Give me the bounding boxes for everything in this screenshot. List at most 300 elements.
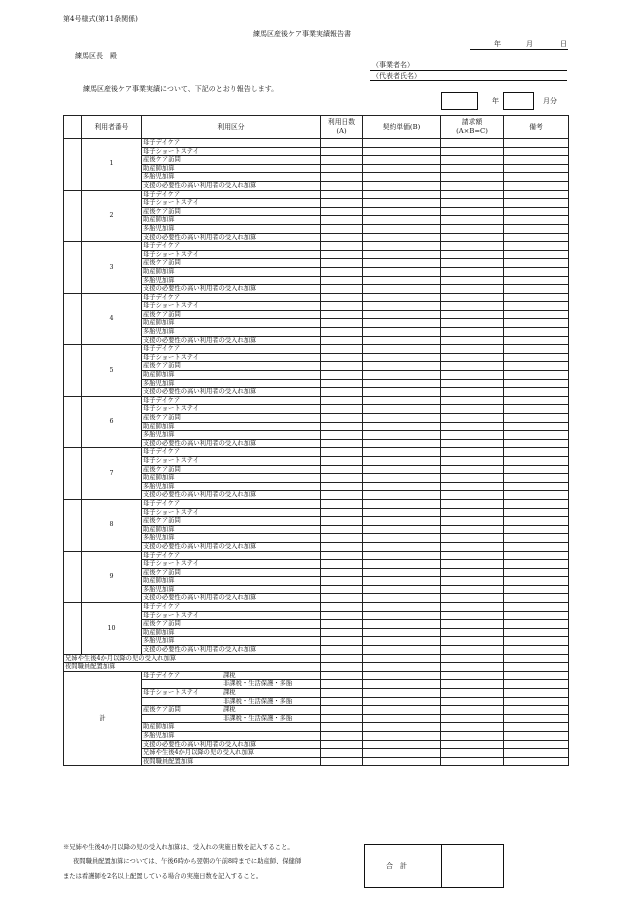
total-unit-price-input[interactable]	[363, 706, 441, 715]
unit-price-input[interactable]	[363, 388, 441, 397]
amount-input[interactable]	[441, 405, 504, 414]
days-input[interactable]	[321, 422, 363, 431]
days-input[interactable]	[321, 456, 363, 465]
days-input[interactable]	[321, 207, 363, 216]
unit-price-input[interactable]	[363, 637, 441, 646]
days-input[interactable]	[321, 345, 363, 354]
days-input[interactable]	[321, 585, 363, 594]
remarks-input[interactable]	[504, 431, 569, 440]
amount-input[interactable]	[441, 181, 504, 190]
amount-input[interactable]	[441, 250, 504, 259]
days-input[interactable]	[321, 267, 363, 276]
days-input[interactable]	[321, 388, 363, 397]
amount-input[interactable]	[441, 637, 504, 646]
total-amount-input[interactable]	[441, 706, 504, 715]
unit-price-input[interactable]	[363, 594, 441, 603]
amount-input[interactable]	[441, 371, 504, 380]
unit-price-input[interactable]	[363, 396, 441, 405]
unit-price-input[interactable]	[363, 654, 441, 663]
amount-input[interactable]	[441, 577, 504, 586]
remarks-input[interactable]	[504, 577, 569, 586]
remarks-input[interactable]	[504, 663, 569, 672]
total-remarks-input[interactable]	[504, 731, 569, 740]
unit-price-input[interactable]	[363, 568, 441, 577]
days-input[interactable]	[321, 156, 363, 165]
amount-input[interactable]	[441, 654, 504, 663]
amount-input[interactable]	[441, 594, 504, 603]
days-input[interactable]	[321, 276, 363, 285]
remarks-input[interactable]	[504, 164, 569, 173]
remarks-input[interactable]	[504, 293, 569, 302]
amount-input[interactable]	[441, 474, 504, 483]
unit-price-input[interactable]	[363, 164, 441, 173]
remarks-input[interactable]	[504, 310, 569, 319]
remarks-input[interactable]	[504, 207, 569, 216]
amount-input[interactable]	[441, 285, 504, 294]
period-year-input[interactable]	[441, 92, 478, 110]
total-unit-price-input[interactable]	[363, 757, 441, 766]
total-row	[64, 671, 569, 680]
amount-input[interactable]	[441, 139, 504, 148]
days-input[interactable]	[321, 259, 363, 268]
remarks-input[interactable]	[504, 353, 569, 362]
total-amount-input[interactable]	[441, 714, 504, 723]
remarks-input[interactable]	[504, 345, 569, 354]
unit-price-input[interactable]	[363, 611, 441, 620]
amount-input[interactable]	[441, 568, 504, 577]
remarks-input[interactable]	[504, 328, 569, 337]
unit-price-input[interactable]	[363, 267, 441, 276]
remarks-input[interactable]	[504, 499, 569, 508]
total-amount-input[interactable]	[441, 740, 504, 749]
amount-input[interactable]	[441, 551, 504, 560]
remarks-input[interactable]	[504, 474, 569, 483]
total-unit-price-input[interactable]	[363, 723, 441, 732]
total-days-input[interactable]	[321, 714, 363, 723]
amount-input[interactable]	[441, 267, 504, 276]
unit-price-input[interactable]	[363, 319, 441, 328]
total-unit-price-input[interactable]	[363, 671, 441, 680]
remarks-input[interactable]	[504, 267, 569, 276]
amount-input[interactable]	[441, 319, 504, 328]
remarks-input[interactable]	[504, 654, 569, 663]
total-days-input[interactable]	[321, 697, 363, 706]
unit-price-input[interactable]	[363, 379, 441, 388]
days-input[interactable]	[321, 525, 363, 534]
total-unit-price-input[interactable]	[363, 714, 441, 723]
unit-price-input[interactable]	[363, 242, 441, 251]
days-input[interactable]	[321, 371, 363, 380]
amount-input[interactable]	[441, 663, 504, 672]
amount-input[interactable]	[441, 508, 504, 517]
days-input[interactable]	[321, 577, 363, 586]
amount-input[interactable]	[441, 491, 504, 500]
remarks-input[interactable]	[504, 525, 569, 534]
days-input[interactable]	[321, 620, 363, 629]
unit-price-input[interactable]	[363, 190, 441, 199]
amount-input[interactable]	[441, 310, 504, 319]
unit-price-input[interactable]	[363, 482, 441, 491]
remarks-input[interactable]	[504, 259, 569, 268]
days-input[interactable]	[321, 439, 363, 448]
days-input[interactable]	[321, 594, 363, 603]
remarks-input[interactable]	[504, 388, 569, 397]
remarks-input[interactable]	[504, 362, 569, 371]
remarks-input[interactable]	[504, 224, 569, 233]
remarks-input[interactable]	[504, 242, 569, 251]
amount-input[interactable]	[441, 542, 504, 551]
unit-price-input[interactable]	[363, 542, 441, 551]
days-input[interactable]	[321, 517, 363, 526]
unit-price-input[interactable]	[363, 302, 441, 311]
days-input[interactable]	[321, 302, 363, 311]
days-input[interactable]	[321, 568, 363, 577]
days-input[interactable]	[321, 379, 363, 388]
unit-price-input[interactable]	[363, 259, 441, 268]
days-input[interactable]	[321, 465, 363, 474]
total-days-input[interactable]	[321, 680, 363, 689]
total-unit-price-input[interactable]	[363, 740, 441, 749]
amount-input[interactable]	[441, 611, 504, 620]
amount-input[interactable]	[441, 207, 504, 216]
amount-input[interactable]	[441, 336, 504, 345]
days-input[interactable]	[321, 654, 363, 663]
unit-price-input[interactable]	[363, 465, 441, 474]
days-input[interactable]	[321, 637, 363, 646]
remarks-input[interactable]	[504, 190, 569, 199]
unit-price-input[interactable]	[363, 207, 441, 216]
unit-price-input[interactable]	[363, 422, 441, 431]
days-input[interactable]	[321, 474, 363, 483]
remarks-input[interactable]	[504, 396, 569, 405]
remarks-input[interactable]	[504, 637, 569, 646]
total-remarks-input[interactable]	[504, 680, 569, 689]
total-amount-input[interactable]	[441, 680, 504, 689]
remarks-input[interactable]	[504, 620, 569, 629]
amount-input[interactable]	[441, 147, 504, 156]
days-input[interactable]	[321, 628, 363, 637]
days-input[interactable]	[321, 310, 363, 319]
total-unit-price-input[interactable]	[363, 697, 441, 706]
days-input[interactable]	[321, 542, 363, 551]
days-input[interactable]	[321, 534, 363, 543]
total-amount-input[interactable]	[441, 723, 504, 732]
amount-input[interactable]	[441, 482, 504, 491]
days-input[interactable]	[321, 603, 363, 612]
days-input[interactable]	[321, 293, 363, 302]
total-days-input[interactable]	[321, 671, 363, 680]
days-input[interactable]	[321, 353, 363, 362]
amount-input[interactable]	[441, 293, 504, 302]
days-input[interactable]	[321, 431, 363, 440]
amount-input[interactable]	[441, 422, 504, 431]
remarks-input[interactable]	[504, 491, 569, 500]
remarks-input[interactable]	[504, 439, 569, 448]
amount-input[interactable]	[441, 156, 504, 165]
days-input[interactable]	[321, 646, 363, 655]
days-input[interactable]	[321, 491, 363, 500]
remarks-input[interactable]	[504, 414, 569, 423]
total-category-short-stay	[142, 689, 321, 698]
remarks-input[interactable]	[504, 371, 569, 380]
total-remarks-input[interactable]	[504, 697, 569, 706]
unit-price-input[interactable]	[363, 328, 441, 337]
unit-price-input[interactable]	[363, 353, 441, 362]
amount-input[interactable]	[441, 345, 504, 354]
unit-price-input[interactable]	[363, 250, 441, 259]
total-days-input[interactable]	[321, 740, 363, 749]
days-input[interactable]	[321, 147, 363, 156]
amount-input[interactable]	[441, 173, 504, 182]
days-input[interactable]	[321, 242, 363, 251]
remarks-input[interactable]	[504, 147, 569, 156]
remarks-input[interactable]	[504, 568, 569, 577]
remarks-input[interactable]	[504, 233, 569, 242]
remarks-input[interactable]	[504, 508, 569, 517]
unit-price-input[interactable]	[363, 276, 441, 285]
amount-input[interactable]	[441, 362, 504, 371]
remarks-input[interactable]	[504, 534, 569, 543]
unit-price-input[interactable]	[363, 603, 441, 612]
amount-input[interactable]	[441, 379, 504, 388]
days-input[interactable]	[321, 233, 363, 242]
unit-price-input[interactable]	[363, 147, 441, 156]
remarks-input[interactable]	[504, 216, 569, 225]
amount-input[interactable]	[441, 224, 504, 233]
unit-price-input[interactable]	[363, 456, 441, 465]
unit-price-input[interactable]	[363, 233, 441, 242]
days-input[interactable]	[321, 250, 363, 259]
amount-input[interactable]	[441, 603, 504, 612]
amount-input[interactable]	[441, 620, 504, 629]
period-month-input[interactable]	[503, 92, 534, 110]
unit-price-input[interactable]	[363, 199, 441, 208]
unit-price-input[interactable]	[363, 224, 441, 233]
amount-input[interactable]	[441, 628, 504, 637]
amount-input[interactable]	[441, 525, 504, 534]
total-days-input[interactable]	[321, 731, 363, 740]
remarks-input[interactable]	[504, 336, 569, 345]
unit-price-input[interactable]	[363, 345, 441, 354]
amount-input[interactable]	[441, 388, 504, 397]
unit-price-input[interactable]	[363, 439, 441, 448]
amount-input[interactable]	[441, 560, 504, 569]
unit-price-input[interactable]	[363, 362, 441, 371]
remarks-input[interactable]	[504, 551, 569, 560]
days-input[interactable]	[321, 224, 363, 233]
unit-price-input[interactable]	[363, 646, 441, 655]
days-input[interactable]	[321, 448, 363, 457]
days-input[interactable]	[321, 328, 363, 337]
remarks-input[interactable]	[504, 379, 569, 388]
remarks-input[interactable]	[504, 276, 569, 285]
amount-input[interactable]	[441, 353, 504, 362]
total-remarks-input[interactable]	[504, 706, 569, 715]
unit-price-input[interactable]	[363, 310, 441, 319]
days-input[interactable]	[321, 164, 363, 173]
unit-price-input[interactable]	[363, 156, 441, 165]
total-days-input[interactable]	[321, 723, 363, 732]
days-input[interactable]	[321, 216, 363, 225]
unit-price-input[interactable]	[363, 139, 441, 148]
total-unit-price-input[interactable]	[363, 680, 441, 689]
days-input[interactable]	[321, 405, 363, 414]
amount-input[interactable]	[441, 328, 504, 337]
amount-input[interactable]	[441, 448, 504, 457]
amount-input[interactable]	[441, 276, 504, 285]
days-input[interactable]	[321, 190, 363, 199]
amount-input[interactable]	[441, 233, 504, 242]
unit-price-input[interactable]	[363, 181, 441, 190]
days-input[interactable]	[321, 560, 363, 569]
remarks-input[interactable]	[504, 560, 569, 569]
amount-input[interactable]	[441, 646, 504, 655]
unit-price-input[interactable]	[363, 414, 441, 423]
unit-price-input[interactable]	[363, 448, 441, 457]
remarks-input[interactable]	[504, 139, 569, 148]
total-days-input[interactable]	[321, 706, 363, 715]
total-unit-price-input[interactable]	[363, 689, 441, 698]
days-input[interactable]	[321, 499, 363, 508]
remarks-input[interactable]	[504, 646, 569, 655]
remarks-input[interactable]	[504, 156, 569, 165]
days-input[interactable]	[321, 414, 363, 423]
unit-price-input[interactable]	[363, 585, 441, 594]
intro-text: 練馬区産後ケア事業実績について、下記のとおり報告します。	[83, 85, 279, 93]
remarks-input[interactable]	[504, 628, 569, 637]
days-input[interactable]	[321, 663, 363, 672]
days-input[interactable]	[321, 139, 363, 148]
amount-input[interactable]	[441, 585, 504, 594]
category-label: 母子ショートステイ	[142, 405, 321, 414]
total-amount-input[interactable]	[441, 689, 504, 698]
amount-input[interactable]	[441, 199, 504, 208]
total-remarks-input[interactable]	[504, 749, 569, 758]
amount-input[interactable]	[441, 190, 504, 199]
amount-input[interactable]	[441, 517, 504, 526]
amount-input[interactable]	[441, 216, 504, 225]
days-input[interactable]	[321, 396, 363, 405]
remarks-input[interactable]	[504, 181, 569, 190]
unit-price-input[interactable]	[363, 628, 441, 637]
remarks-input[interactable]	[504, 611, 569, 620]
days-input[interactable]	[321, 319, 363, 328]
remarks-input[interactable]	[504, 250, 569, 259]
remarks-input[interactable]	[504, 585, 569, 594]
amount-input[interactable]	[441, 242, 504, 251]
amount-input[interactable]	[441, 499, 504, 508]
total-days-input[interactable]	[321, 757, 363, 766]
unit-price-input[interactable]	[363, 336, 441, 345]
remarks-input[interactable]	[504, 465, 569, 474]
unit-price-input[interactable]	[363, 534, 441, 543]
unit-price-input[interactable]	[363, 577, 441, 586]
unit-price-input[interactable]	[363, 517, 441, 526]
unit-price-input[interactable]	[363, 405, 441, 414]
unit-price-input[interactable]	[363, 216, 441, 225]
total-days-input[interactable]	[321, 689, 363, 698]
unit-price-input[interactable]	[363, 474, 441, 483]
unit-price-input[interactable]	[363, 508, 441, 517]
amount-input[interactable]	[441, 259, 504, 268]
remarks-input[interactable]	[504, 456, 569, 465]
remarks-input[interactable]	[504, 517, 569, 526]
amount-input[interactable]	[441, 164, 504, 173]
total-remarks-input[interactable]	[504, 714, 569, 723]
remarks-input[interactable]	[504, 199, 569, 208]
unit-price-input[interactable]	[363, 560, 441, 569]
total-amount-input[interactable]	[441, 697, 504, 706]
total-remarks-input[interactable]	[504, 689, 569, 698]
unit-price-input[interactable]	[363, 499, 441, 508]
days-input[interactable]	[321, 508, 363, 517]
days-input[interactable]	[321, 611, 363, 620]
total-remarks-input[interactable]	[504, 723, 569, 732]
amount-input[interactable]	[441, 465, 504, 474]
total-category-name: 母子デイケア	[143, 671, 181, 679]
remarks-input[interactable]	[504, 603, 569, 612]
days-input[interactable]	[321, 199, 363, 208]
total-amount-input[interactable]	[441, 757, 504, 766]
unit-price-input[interactable]	[363, 491, 441, 500]
total-remarks-input[interactable]	[504, 671, 569, 680]
days-input[interactable]	[321, 551, 363, 560]
unit-price-input[interactable]	[363, 620, 441, 629]
days-input[interactable]	[321, 336, 363, 345]
unit-price-input[interactable]	[363, 525, 441, 534]
total-days-input[interactable]	[321, 749, 363, 758]
amount-input[interactable]	[441, 439, 504, 448]
unit-price-input[interactable]	[363, 551, 441, 560]
amount-input[interactable]	[441, 431, 504, 440]
remarks-input[interactable]	[504, 319, 569, 328]
unit-price-input[interactable]	[363, 371, 441, 380]
days-input[interactable]	[321, 482, 363, 491]
days-input[interactable]	[321, 285, 363, 294]
total-amount-input[interactable]	[441, 731, 504, 740]
days-input[interactable]	[321, 362, 363, 371]
total-remarks-input[interactable]	[504, 740, 569, 749]
remarks-input[interactable]	[504, 594, 569, 603]
days-input[interactable]	[321, 173, 363, 182]
days-input[interactable]	[321, 181, 363, 190]
unit-price-input[interactable]	[363, 431, 441, 440]
amount-input[interactable]	[441, 534, 504, 543]
unit-price-input[interactable]	[363, 173, 441, 182]
remarks-input[interactable]	[504, 448, 569, 457]
amount-input[interactable]	[441, 396, 504, 405]
amount-input[interactable]	[441, 414, 504, 423]
total-unit-price-input[interactable]	[363, 749, 441, 758]
unit-price-input[interactable]	[363, 293, 441, 302]
remarks-input[interactable]	[504, 173, 569, 182]
amount-input[interactable]	[441, 302, 504, 311]
remarks-input[interactable]	[504, 422, 569, 431]
remarks-input[interactable]	[504, 482, 569, 491]
remarks-input[interactable]	[504, 302, 569, 311]
amount-input[interactable]	[441, 456, 504, 465]
grand-total-box	[364, 844, 504, 888]
unit-price-input[interactable]	[363, 663, 441, 672]
remarks-input[interactable]	[504, 405, 569, 414]
total-unit-price-input[interactable]	[363, 731, 441, 740]
unit-price-input[interactable]	[363, 285, 441, 294]
total-remarks-input[interactable]	[504, 757, 569, 766]
remarks-input[interactable]	[504, 542, 569, 551]
remarks-input[interactable]	[504, 285, 569, 294]
total-amount-input[interactable]	[441, 671, 504, 680]
total-amount-input[interactable]	[441, 749, 504, 758]
